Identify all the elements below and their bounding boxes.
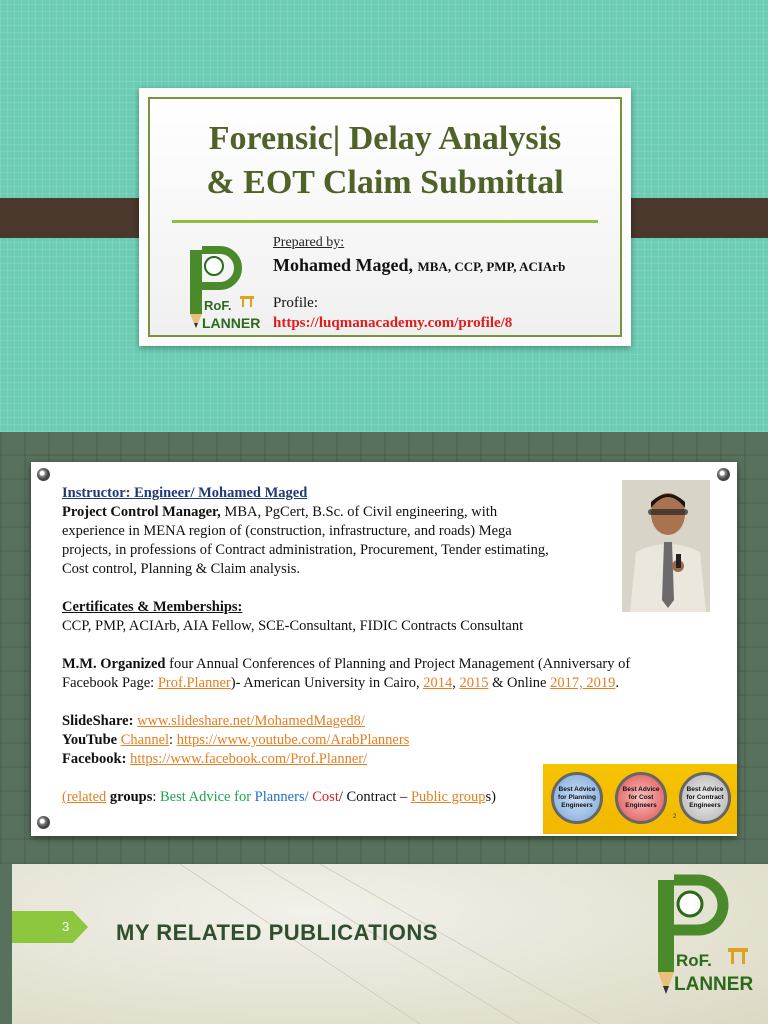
prof-planner-logo-large (650, 874, 760, 1004)
author-name: Mohamed Maged, MBA, CCP, PMP, ACIArb (273, 255, 566, 275)
slideshare-link[interactable]: www.slideshare.net/MohamedMaged8/ (137, 713, 365, 729)
badge-planning[interactable]: Best Advice for Planning Engineers (551, 772, 603, 824)
logo-planner-text: LANNER (202, 315, 261, 331)
facebook-link[interactable]: https://www.facebook.com/Prof.Planner/ (130, 751, 368, 767)
year-2015-link[interactable]: 2015 (459, 675, 489, 691)
prof-planner-logo (184, 244, 262, 338)
slide-number-marker (12, 911, 88, 943)
bio-line-1: Project Control Manager, MBA, PgCert, B.Sc. of Civil engineering, with (62, 504, 498, 520)
prepared-by-label: Prepared by: (273, 235, 345, 250)
profile-url-link[interactable]: https://luqmanacademy.com/profile/8 (273, 315, 513, 331)
bio-line-2: experience in MENA region of (construction, infrastructure, and roads) Mega (62, 523, 512, 539)
youtube-channel-link[interactable]: Channel (120, 732, 170, 748)
title-card-frame (148, 97, 622, 337)
bio-line-3: projects, in professions of Contract administration, Procurement, Tender estimating, (62, 542, 549, 558)
public-group-link[interactable]: Public group (410, 789, 486, 805)
youtube-url-link[interactable]: https://www.youtube.com/ArabPlanners (176, 732, 410, 748)
title-line-2: & EOT Claim Submittal (206, 164, 564, 201)
conferences-line-1: M.M. Organized four Annual Conferences of Planning and Project Management (Anniversary of (62, 656, 631, 672)
conferences-line-2: Facebook Page: Prof.Planner)- American University in Cairo, 2014, 2015 & Online 2017, 2019. (62, 675, 619, 691)
cost-group-link[interactable]: Cost (312, 789, 339, 805)
related-link[interactable]: (related (62, 789, 107, 805)
brown-band-right (613, 198, 768, 238)
certificates-heading: Certificates & Memberships: (62, 599, 243, 615)
bio-line-4: Cost control, Planning & Claim analysis. (62, 561, 301, 577)
badge-contract[interactable]: Best Advice for Contract Engineers (679, 772, 731, 824)
pin-icon (37, 468, 50, 481)
publications-heading: MY RELATED PUBLICATIONS (116, 920, 438, 945)
author-credentials: MBA, CCP, PMP, ACIArb (417, 259, 566, 274)
badge-cost[interactable]: Best Advice for Cost Engineers (615, 772, 667, 824)
logo-large-prof-text: RoF. (676, 951, 712, 970)
banner-number: 2 (673, 814, 677, 820)
year-2014-link[interactable]: 2014 (423, 675, 453, 691)
instructor-card (31, 462, 737, 836)
advice-groups-banner[interactable] (543, 764, 737, 834)
pin-icon (37, 816, 50, 829)
certificates-list: CCP, PMP, ACIArb, AIA Fellow, SCE-Consultant, FIDIC Contracts Consultant (62, 618, 524, 634)
pin-icon (717, 468, 730, 481)
facebook-line: Facebook: https://www.facebook.com/Prof.Planner/ (62, 751, 368, 767)
title-card (139, 88, 631, 346)
left-edge-strip (0, 864, 12, 1024)
profile-label: Profile: (273, 295, 318, 311)
title-divider (172, 220, 598, 223)
logo-prof-text: RoF. (204, 298, 232, 313)
publications-slide (0, 864, 768, 1024)
prof-planner-link[interactable]: Prof.Planner (157, 675, 231, 691)
title-line-1: Forensic| Delay Analysis (208, 120, 562, 157)
instructor-photo (622, 480, 710, 612)
instructor-slide (0, 432, 768, 864)
logo-large-planner-text: LANNER (674, 974, 754, 995)
brown-band-left (0, 198, 156, 238)
planners-group-link[interactable]: Planners/ (254, 789, 313, 805)
slide-number: 3 (62, 919, 70, 934)
youtube-line: YouTube Channel: https://www.youtube.com/ArabPlanners (62, 732, 410, 748)
slideshare-line: SlideShare: www.slideshare.net/MohamedMaged8/ (62, 713, 365, 729)
related-groups-line: (related groups: Best Advice for Planners/ Cost/ Contract – Public groups) (62, 789, 496, 805)
slide-title (150, 117, 620, 205)
year-2017-2019-link[interactable]: 2017, 2019 (550, 675, 616, 691)
instructor-heading: Instructor: Engineer/ Mohamed Maged (62, 485, 308, 501)
title-slide (0, 0, 768, 432)
